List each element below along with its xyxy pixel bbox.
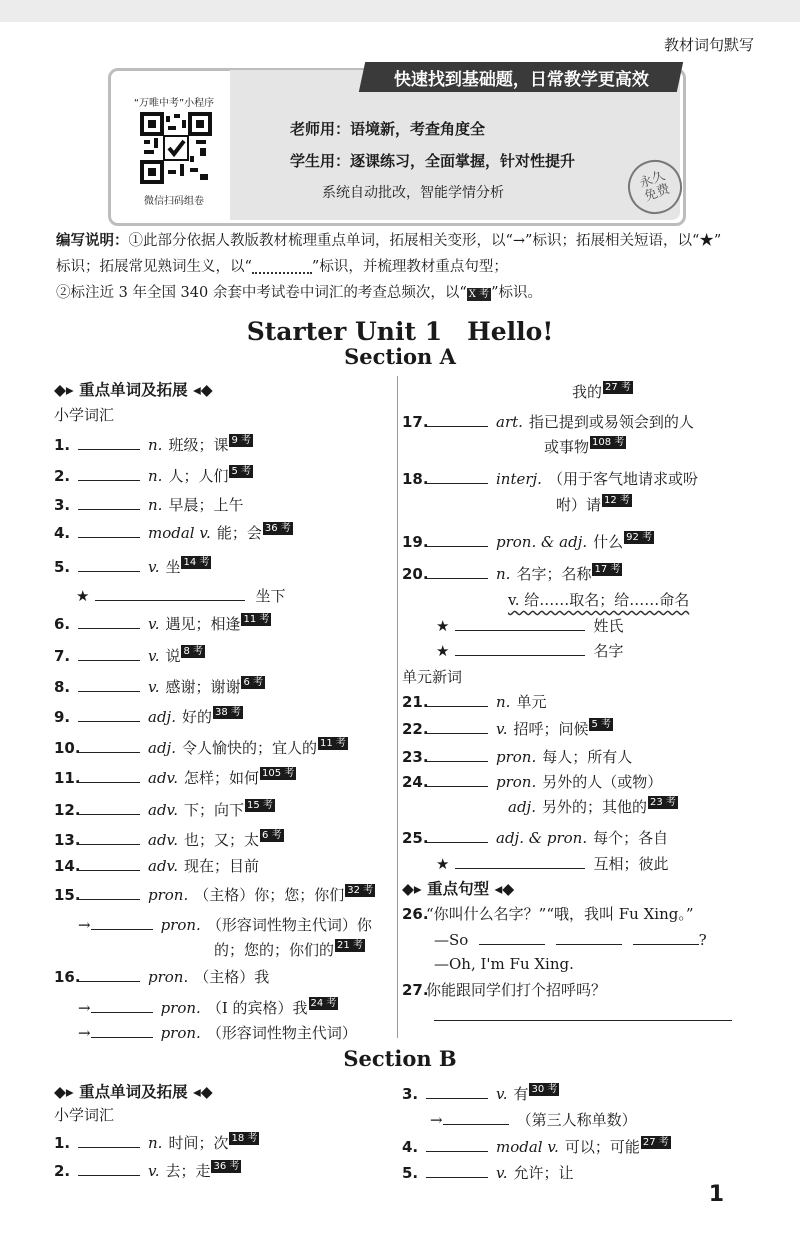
wavy-mark-icon [252,260,312,274]
vocab-item-sa-left-4: 4. modal v. 能；会 36 考 [54,523,291,542]
vocab-item-23: 23. pron. 每人；所有人 [402,748,633,766]
answer-blank[interactable] [426,828,488,843]
sentence-26-reply: —Oh, I'm Fu Xing. [434,955,574,973]
sentence-26: 26.“你叫什么名字？”“哦，我叫 Fu Xing。” [402,905,694,923]
primary-vocab-heading: 小学词汇 [54,406,115,424]
answer-blank[interactable] [78,523,140,538]
vocab-item-sa-left-15: 15. pron. （主格）你；您；你们 32 考 [54,885,374,904]
answer-blank[interactable] [91,998,153,1013]
vocab-item-sa-left-1: 1. n. 班级；课 9 考 [54,435,251,454]
frequency-tag: 9 考 [231,435,251,446]
mini-program-label: “万唯中考”小程序 [133,98,215,109]
note-line-2: 标识；拓展常见熟词生义，以“ ”标识，并梳理教材重点句型； [56,259,508,275]
answer-blank[interactable] [426,564,488,579]
answer-blank[interactable] [78,738,140,753]
ad-banner: 快速找到基础题，日常教学更高效 [359,62,683,92]
vocab-item-sa-left-5: 5. v. 坐 14 考 [54,557,210,576]
frequency-tag: 11 考 [319,738,346,749]
vocab-item-sa-left-11: 11. adv. 怎样；如何 105 考 [54,768,295,787]
derivative-15: → pron. （形容词性物主代词）你 [78,916,372,934]
frequency-tag: 6 考 [262,830,282,841]
vocab-item-24-cont: adj. 另外的；其他的 23 考 [508,797,676,816]
vocab-item-sa-left-2: 2. n. 人；人们 5 考 [54,466,251,485]
vocab-item-18: 18. interj. （用于客气地请求或吩 [402,470,698,488]
derivative-16a: → pron. （I 的宾格）我 24 考 [78,998,337,1017]
vocab-item-sa-left-7: 7. v. 说 8 考 [54,646,204,665]
sentence-27: 27.你能跟同学们打个招呼吗？ [402,981,607,999]
answer-blank[interactable] [78,800,140,815]
vocab-item-sa-left-6: 6. v. 遇见；相逢 11 考 [54,614,270,633]
sentence-26-answer: —So ? [434,931,707,949]
key-sentences-heading: ◆▸ 重点句型 ◂◆ [402,880,515,898]
answer-blank[interactable] [426,412,488,427]
answer-blank[interactable] [633,930,699,945]
answer-blank[interactable] [443,1110,509,1125]
answer-blank[interactable] [78,557,140,572]
new-words-heading: 单元新词 [402,668,463,686]
vocab-item-sa-left-14: 14. adv. 现在；目前 [54,857,260,875]
answer-blank[interactable] [91,1023,153,1038]
answer-blank[interactable] [426,469,488,484]
note-line-3: ②标注近 3 年全国 340 余套中考试卷中词汇的考查总频次，以“ X 考 ”标识。 [56,285,542,301]
answer-blank[interactable] [556,930,622,945]
answer-blank[interactable] [78,466,140,481]
vocab-item-21: 21. n. 单元 [402,693,547,711]
key-words-heading-b: ◆▸ 重点单词及拓展 ◂◆ [54,1083,213,1101]
frequency-tag: 11 考 [243,614,270,625]
scan-label: 微信扫码组卷 [144,196,204,207]
frequency-tag: 5 考 [231,466,251,477]
header-label: 教材词句默写 [663,36,754,54]
answer-blank[interactable] [78,856,140,871]
vocab-item-20-wave: v. 给……取名；给……命名 [508,591,690,609]
unit-title: Starter Unit 1 Hello! [246,317,554,346]
derivative-16b: → pron. （形容词性物主代词） [78,1024,357,1042]
vocab-item-sa-left-3: 3. n. 早晨；上午 [54,496,244,514]
answer-blank[interactable] [78,885,140,900]
phrase-20b: ★ 名字 [436,642,624,660]
answer-blank[interactable] [455,641,585,656]
frequency-tag: 36 考 [213,1161,240,1172]
answer-blank[interactable] [426,772,488,787]
derivative-15-cont: 的；您的；你们的 21 考 [214,940,363,959]
answer-blank[interactable] [426,1163,488,1178]
vocab-item-sa-left-13: 13. adv. 也；又；太 6 考 [54,830,282,849]
vocab-item-20: 20. n. 名字；名称 17 考 [402,564,621,583]
student-line: 学生用：逐课练习，全面掌握，针对性提升 [290,152,576,170]
answer-blank[interactable] [426,719,488,734]
vocab-item-25: 25. adj. & pron. 每个；各自 [402,829,669,847]
section-b-title: Section B [343,1046,457,1071]
vocab-item-sa-left-16: 16. pron. （主格）我 [54,968,270,986]
frequency-tag: 32 考 [347,885,374,896]
teacher-line: 老师用：语境新，考查角度全 [290,120,486,138]
freq-box-sample: X 考 [468,289,490,300]
frequency-tag: 18 考 [231,1133,258,1144]
section-a-title: Section A [344,344,456,369]
answer-blank[interactable] [455,616,585,631]
phrase-20a: ★ 姓氏 [436,617,624,635]
qr-code-icon[interactable] [140,112,212,184]
vocab-item-17-cont: 或事物 108 考 [544,437,625,456]
frequency-tag: 105 考 [262,768,295,779]
free-seal: 永久免费 [620,152,689,221]
vocab-item-22: 22. v. 招呼；问候 5 考 [402,719,612,738]
vocab-item-24: 24. pron. 另外的人（或物） [402,773,663,791]
vocab-b-5: 5. v. 允许；让 [402,1164,574,1182]
vocab-item-sb-left-1: 1. n. 时间；次 18 考 [54,1133,258,1152]
answer-blank[interactable] [78,435,140,450]
note-line-1: 编写说明：①此部分依据人教版教材梳理重点单词，拓展相关变形，以“→”标识；拓展相关短语，以“★” [56,233,722,249]
answer-blank[interactable] [426,1137,488,1152]
vocab-b-4: 4. modal v. 可以；可能 27 考 [402,1137,669,1156]
answer-blank[interactable] [78,614,140,629]
answer-blank[interactable] [78,768,140,783]
answer-blank[interactable] [426,532,488,547]
answer-blank[interactable] [95,586,245,601]
vocab-item-sb-left-2: 2. v. 去；走 36 考 [54,1161,240,1180]
answer-blank[interactable] [426,1084,488,1099]
answer-blank[interactable] [91,915,153,930]
vocab-item-18-cont: 咐）请 12 考 [556,495,630,514]
header-strip [0,0,800,22]
system-line: 系统自动批改，智能学情分析 [322,185,504,201]
answer-blank[interactable] [78,677,140,692]
frequency-tag: 38 考 [214,707,241,718]
column-divider [397,376,398,1038]
frequency-tag: 36 考 [264,523,291,534]
answer-blank[interactable] [78,707,140,722]
vocab-b-3-derivative: → （第三人称单数） [430,1111,637,1129]
answer-blank[interactable] [455,854,585,869]
key-words-heading: ◆▸ 重点单词及拓展 ◂◆ [54,381,213,399]
frequency-tag: 6 考 [243,677,264,688]
vocab-item-sa-left-10: 10. adj. 令人愉快的；宜人的 11 考 [54,738,346,757]
answer-blank[interactable] [78,967,140,982]
vocab-b-3: 3. v. 有 30 考 [402,1084,558,1103]
item-16-cont: 我的 27 考 [572,382,631,401]
phrase-5: ★ 坐下 [76,587,286,605]
answer-blank[interactable] [78,1133,140,1148]
frequency-tag: 8 考 [183,646,204,657]
answer-blank[interactable] [78,495,140,510]
sentence-27-blank[interactable] [434,1006,732,1025]
answer-blank[interactable] [479,930,545,945]
page-number: 1 [708,1182,724,1207]
answer-blank[interactable] [78,646,140,661]
vocab-item-19: 19. pron. & adj. 什么 92 考 [402,532,653,551]
answer-blank[interactable] [426,747,488,762]
vocab-item-sa-left-9: 9. adj. 好的 38 考 [54,707,241,726]
frequency-tag: 14 考 [183,557,210,568]
answer-blank[interactable] [426,692,488,707]
vocab-item-17: 17. art. 指已提到或易领会到的人 [402,413,694,431]
primary-vocab-heading-b: 小学词汇 [54,1106,115,1124]
vocab-item-sa-left-8: 8. v. 感谢；谢谢 6 考 [54,677,264,696]
frequency-tag: 15 考 [247,800,273,811]
phrase-25: ★ 互相；彼此 [436,855,669,873]
answer-blank[interactable] [78,1161,140,1176]
vocab-item-sa-left-12: 12. adv. 下；向下 15 考 [54,800,273,819]
answer-blank[interactable] [78,830,140,845]
